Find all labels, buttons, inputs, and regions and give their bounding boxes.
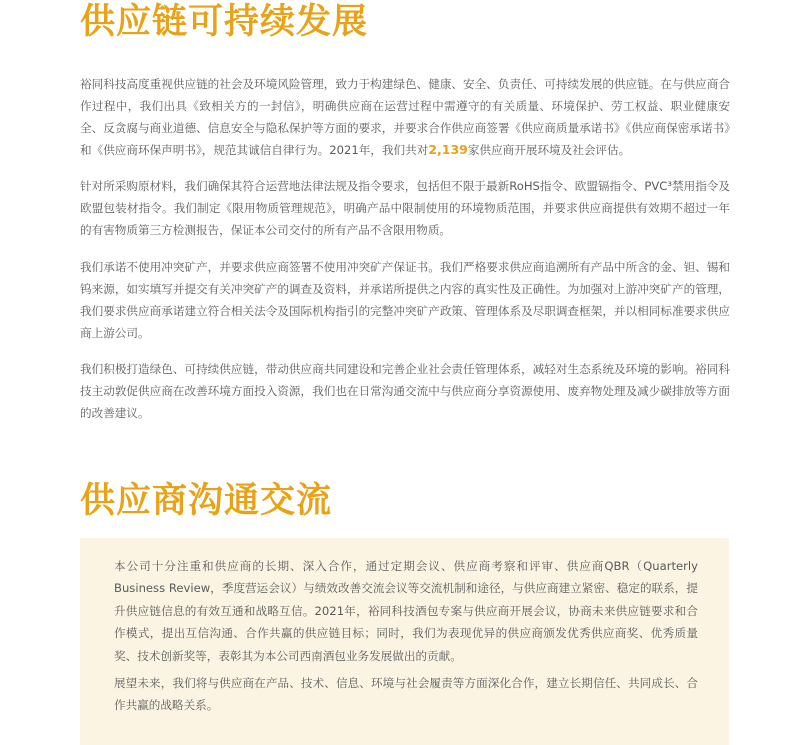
section-title-supplier-communication: 供应商沟通交流 [80,481,333,521]
supplier-count-highlight: 2,139 [428,142,468,157]
paragraph-conflict-minerals: 我们承诺不使用冲突矿产，并要求供应商签署不使用冲突矿产保证书。我们严格要求供应商追溯所有产品中所含的金、钽、锡和钨来源，如实填写并提交有关冲突矿产的调查及资料，并承诺所提供之内容的真实性及正确性。为加强对上游冲突矿产的管理，我们要求供应商承诺建立符合相关法令及国际机构指引的完整冲突矿产政策、管理体系及尽职调查框架，并以相同标准要求供应商上游公司。 [80,260,730,340]
section-title-supply-chain-sustainability: 供应链可持续发展 [80,2,369,42]
paragraph-text: 裕同科技高度重视供应链的社会及环境风险管理，致力于构建绿色、健康、安全、负责任、可持续发展的供应链。在与供应商合作过程中，我们出具《致相关方的一封信》，明确供应商在运营过程中需遵守的有关质量、环境保护、劳工权益、职业健康安全、反贪腐与商业道德、信息安全与隐私保护等方面的要求，并要求合作供应商签署《供应商质量承诺书》《供应商保密承诺书》和《供应商环保声明书》，规范其诚信自律行为。2021年，我们共对 [80,77,730,157]
paragraph-supplier-requirements [80,73,730,161]
paragraph-green-supply-chain: 我们积极打造绿色、可持续供应链，带动供应商共同建设和完善企业社会责任管理体系，减轻对生态系统及环境的影响。裕同科技主动敦促供应商在改善环境方面投入资源，我们也在日常沟通交流中与供应商分享资源使用、废弃物处理及减少碳排放等方面的改善建议。 [80,362,730,420]
paragraph-future-outlook: 展望未来，我们将与供应商在产品、技术、信息、环境与社会履责等方面深化合作，建立长期信任、共同成长、合作共赢的战略关系。 [114,676,698,713]
paragraph-restricted-substances: 针对所采购原材料，我们确保其符合运营地法律法规及指令要求，包括但不限于最新RoHS指令、欧盟镉指令、PVC³禁用指令及欧盟包装材指令。我们制定《限用物质管理规范》，明确产品中限制使用的环境物质范围，并要求供应商提供有效期不超过一年的有害物质第三方检测报告，保证本公司交付的所有产品不含限用物质。 [80,179,730,237]
supplier-communication-box [80,538,729,745]
paragraph-text: 家供应商开展环境及社会评估。 [467,143,631,157]
paragraph-supplier-cooperation: 本公司十分注重和供应商的长期、深入合作，通过定期会议、供应商考察和评审、供应商QBR（Quarterly Business Review，季度营运会议）与绩效改善交流会议等交流机制和途径，与供应商建立紧密、稳定的联系，提升供应链信息的有效互通和战略互信。2021年，裕同科技酒包专案与供应商开展会议，协商未来供应链要求和合作模式，提出互信沟通、合作共赢的供应链目标；同时，我们为表现优异的供应商颁发优秀供应商奖、优秀质量奖、技术创新奖等，表彰其为本公司西南酒包业务发展做出的贡献。 [114,559,698,663]
